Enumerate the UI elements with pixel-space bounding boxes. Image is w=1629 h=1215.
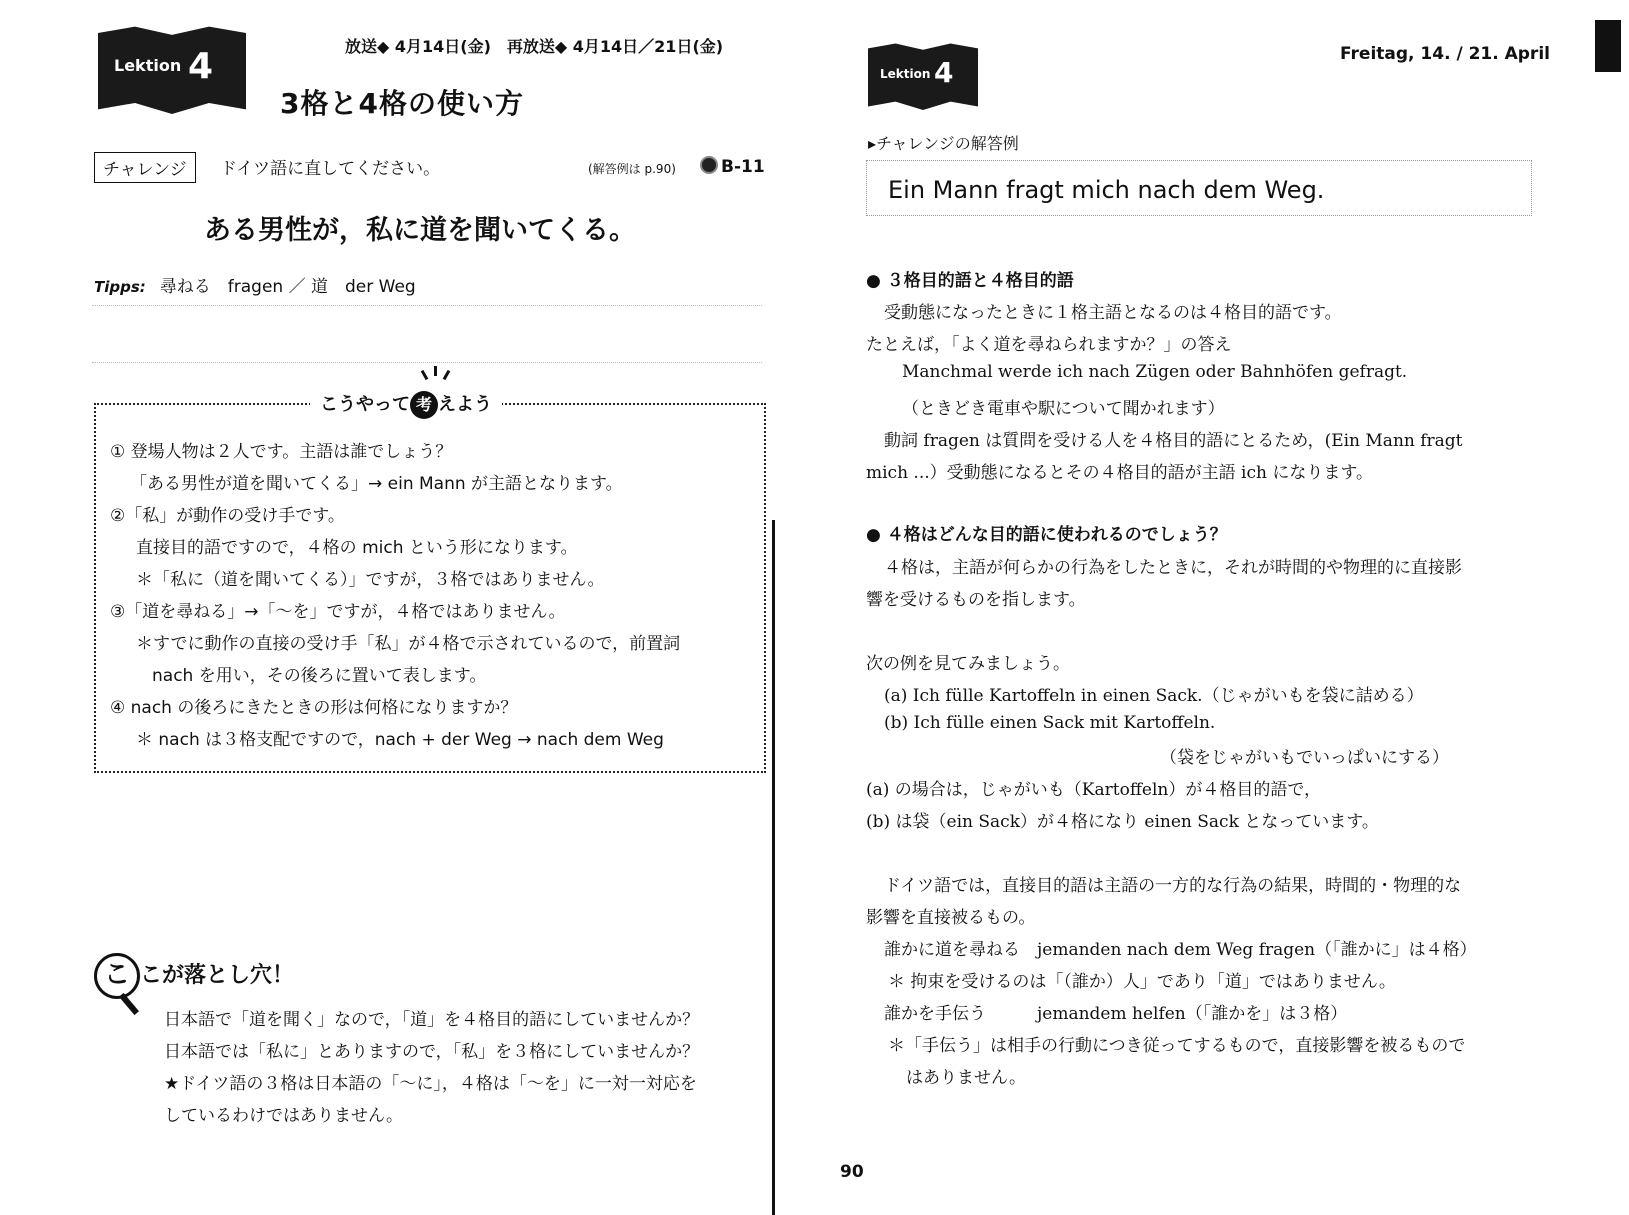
challenge-sentence: ある男性が，私に道を聞いてくる。 xyxy=(204,215,636,246)
section1-line-5: 動詞 fragen は質問を受ける人を４格目的語にとるため，(Ein Mann fragt xyxy=(884,431,1463,451)
think-line-8: nach を用い，その後ろに置いて表します。 xyxy=(152,666,487,686)
lightbulb-icon xyxy=(421,370,429,380)
answer-sentence: Ein Mann fragt mich nach dem Weg. xyxy=(888,176,1325,204)
pitfall-line-2: 日本語では「私に」とありますので，「私」を３格にしていませんか？ xyxy=(164,1042,700,1062)
think-title-circle: 考 xyxy=(410,391,438,419)
tipps-label: Tipps: xyxy=(94,278,146,296)
pitfall-line-1: 日本語で「道を聞く」なので，「道」を４格目的語にしていませんか？ xyxy=(164,1010,700,1030)
section2-line-12: ＊ 拘束を受けるのは「（誰か）人」であり「道」ではありません。 xyxy=(888,972,1396,992)
section1-line-2: たとえば，「よく道を尋ねられますか？」の答え xyxy=(866,335,1232,355)
answer-write-area xyxy=(92,305,762,363)
magnifier-icon: こ xyxy=(94,953,140,999)
section1-line-1: 受動態になったときに１格主語となるのは４格目的語です。 xyxy=(884,303,1342,323)
lektion-number-right: 4 xyxy=(934,56,954,89)
section1-line-3: Manchmal werde ich nach Zügen oder Bahnhöfen gefragt. xyxy=(902,362,1408,382)
think-line-7: ＊すでに動作の直接の受け手「私」が４格で示されているので，前置詞 xyxy=(136,634,681,654)
think-line-5: ＊「私に（道を聞いてくる）」ですが，３格ではありません。 xyxy=(136,570,605,590)
section2-line-11: 誰かに道を尋ねる jemanden nach dem Weg fragen（「誰かに」は４格） xyxy=(884,940,1477,960)
pitfall-line-4: しているわけではありません。 xyxy=(164,1106,404,1126)
tipps-text: 尋ねる fragen ／ 道 der Weg xyxy=(159,277,416,297)
cd-track xyxy=(700,156,765,177)
lektion-badge xyxy=(98,22,246,114)
tipps xyxy=(94,272,416,297)
lektion-label: Lektion xyxy=(114,56,182,75)
section2-line-3: 次の例を見てみましょう。 xyxy=(866,654,1070,674)
section2-line-10: 影響を直接被るもの。 xyxy=(866,908,1036,928)
pitfall-line-3: ★ドイツ語の３格は日本語の「～に」，４格は「～を」に一対一対応を xyxy=(164,1074,697,1094)
pitfall-title: こが落とし穴！ xyxy=(140,963,295,988)
section2-line-13: 誰かを手伝う jemandem helfen（「誰かを」は３格） xyxy=(884,1004,1348,1024)
section2-line-4: (a) Ich fülle Kartoffeln in einen Sack.（じゃがいもを袋に詰める） xyxy=(884,686,1424,706)
section1-line-6: mich ...）受動態になるとその４格目的語が主語 ich になります。 xyxy=(866,463,1373,483)
lesson-title: 3格と4格の使い方 xyxy=(280,87,524,120)
section2-heading: ● ４格はどんな目的語に使われるのでしょう？ xyxy=(866,525,1227,545)
section2-line-8: (b) は袋（ein Sack）が４格になり einen Sack となっています。 xyxy=(866,812,1379,832)
think-line-6: ③「道を尋ねる」→「～を」ですが，４格ではありません。 xyxy=(110,602,566,622)
section2-line-5: (b) Ich fülle einen Sack mit Kartoffeln. xyxy=(884,713,1216,733)
answer-heading: ▸チャレンジの解答例 xyxy=(868,134,1019,153)
broadcast-schedule: 放送◆ 4月14日(金) 再放送◆ 4月14日／21日(金) xyxy=(345,37,724,56)
section2-line-1: ４格は，主語が何らかの行為をしたときに，それが時間的や物理的に直接影 xyxy=(884,558,1462,578)
answer-reference: (解答例は p.90) xyxy=(588,162,676,176)
think-title xyxy=(310,390,502,419)
section2-line-7: (a) の場合は，じゃがいも（Kartoffeln）が４格目的語で， xyxy=(866,780,1322,800)
think-line-9: ④ nach の後ろにきたときの形は何格になりますか？ xyxy=(110,698,518,718)
think-line-3: ②「私」が動作の受け手です。 xyxy=(110,506,345,526)
lightbulb-ray xyxy=(443,370,451,380)
page-divider xyxy=(772,520,775,1215)
section2-line-6: （袋をじゃがいもでいっぱいにする） xyxy=(1160,748,1449,768)
section2-line-14: ＊「手伝う」は相手の行動につき従ってするもので，直接影響を被るもので xyxy=(888,1036,1466,1056)
corner-mark xyxy=(1595,20,1621,72)
challenge-instruction: ドイツ語に直してください。 xyxy=(220,159,441,179)
section2-line-9: ドイツ語では，直接目的語は主語の一方的な行為の結果，時間的・物理的な xyxy=(884,876,1462,896)
magnifier-handle xyxy=(119,993,139,1015)
page-number: 90 xyxy=(840,1162,864,1182)
section2-line-2: 響を受けるものを指します。 xyxy=(866,590,1086,610)
think-title-a: こうやって xyxy=(320,394,410,415)
lektion-badge-right xyxy=(868,40,978,110)
section1-line-4: （ときどき電車や駅について聞かれます） xyxy=(902,399,1225,419)
lektion-label-right: Lektion xyxy=(880,67,931,81)
broadcast-date: Freitag, 14. / 21. April xyxy=(1340,44,1550,64)
think-line-1: ① 登場人物は２人です。主語は誰でしょう？ xyxy=(110,442,453,462)
think-title-b: えよう xyxy=(438,394,492,415)
lektion-number: 4 xyxy=(188,46,214,87)
section2-line-15: はありません。 xyxy=(906,1068,1027,1088)
think-line-10: ＊ nach は３格支配ですので，nach + der Weg → nach dem Weg xyxy=(136,730,664,750)
lightbulb-ray xyxy=(434,366,437,376)
cd-icon xyxy=(700,156,718,174)
section1-heading: ● ３格目的語と４格目的語 xyxy=(866,271,1074,291)
think-line-4: 直接目的語ですので，４格の mich という形になります。 xyxy=(136,538,578,558)
think-line-2: 「ある男性が道を聞いてくる」→ ein Mann が主語となります。 xyxy=(130,474,623,494)
triangle-icon: ▸ xyxy=(868,134,877,153)
challenge-label: チャレンジ xyxy=(94,152,196,183)
cd-track-label: B-11 xyxy=(721,157,765,177)
